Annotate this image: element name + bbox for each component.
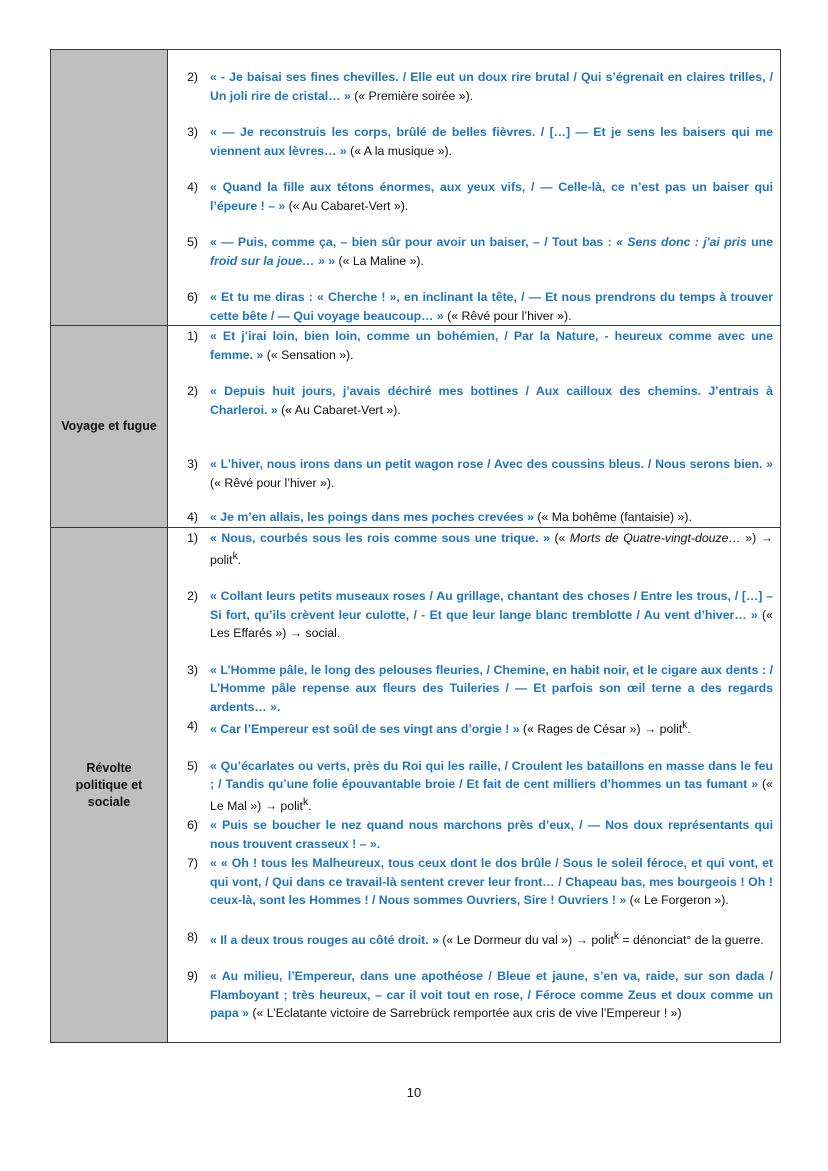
item-number: 8) — [187, 929, 198, 944]
item-number: 5) — [187, 235, 198, 249]
superscript: k — [232, 550, 238, 562]
list-item — [168, 382, 773, 419]
table-row — [51, 50, 781, 326]
list-item — [168, 661, 773, 717]
source-text: (« Au Cabaret-Vert »). — [285, 198, 409, 213]
category-cell — [51, 50, 168, 326]
quote-text: « Quand la fille aux tétons énormes, aux yeux vifs, / — Celle-là, ce n’est pas un baiser qui l’épeure ! – » — [210, 180, 773, 213]
quote-text: « Il a deux trous rouges au côté droit. » — [210, 932, 439, 947]
source-text: (« Les Effarés ») → social. — [210, 607, 773, 641]
item-number: 4) — [187, 510, 198, 524]
source-text: . — [308, 798, 312, 813]
quote-text: « Nous, courbés sous les rois comme sous une trique. » — [210, 531, 550, 545]
quote-text: « Et tu me diras : « Cherche ! », en inclinant la tête, / — Et nous prendrons du temps à trouver cette bête / — Qui voyage beaucoup… » — [210, 290, 773, 323]
list-item — [168, 816, 773, 853]
item-number: 3) — [187, 457, 198, 471]
quote-text: « - Je baisai ses fines chevilles. / Elle eut un doux rire brutal / Qui s’égrenait en claires trilles, / Un joli rire de cristal… » — [210, 70, 773, 103]
category-cell — [51, 528, 168, 1043]
quote-text: « Au milieu, l’Empereur, dans une apothéose / Bleue et jaune, s’en va, raide, sur son dada / Flamboyant ; très heureux, – car il voit tout en rose, / Féroce comme Zeus et doux comme un papa » — [210, 969, 773, 1021]
item-number: 4) — [187, 180, 198, 194]
list-item — [168, 928, 773, 950]
quote-text: « Qu’écarlates ou verts, près du Roi qui les raille, / Croulent les bataillons en masse dans le feu ; / Tandis qu’une folie épouvantable broie / Et fait de cent milliers d’hommes un tas fumant » — [210, 758, 773, 792]
source-text: = dénonciat° de la guerre. — [619, 932, 764, 947]
source-text: (« Le Dormeur du val ») → polit — [438, 932, 614, 947]
item-number: 1) — [187, 531, 198, 545]
quote-text: « Car l’Empereur est soûl de ses vingt ans d’orgie ! » — [210, 722, 520, 737]
quote-text: « — Puis, comme ça, – bien sûr pour avoir un baiser, – / Tout bas : — [210, 235, 617, 249]
superscript: k — [613, 930, 620, 942]
page-number: 10 — [406, 1085, 422, 1100]
item-number: 6) — [187, 818, 198, 833]
source-text: (« La Maline »). — [335, 253, 424, 268]
source-text: (« Rêvé pour l’hiver »). — [210, 475, 335, 490]
quote-text: « Puis se boucher le nez quand nous marchons près d’eux, / — Nos doux représentants qui nous trouvent crasseux ! – ». — [210, 818, 773, 851]
source-text: (« Le Mal ») → polit — [210, 777, 773, 813]
quote-italic-text: « Sens donc : j'ai pris — [616, 235, 747, 249]
item-number: 2) — [187, 384, 198, 398]
list-item — [168, 233, 773, 270]
category-label: Révolte politique et sociale — [75, 760, 143, 809]
source-text: . — [237, 552, 242, 567]
source-text: . — [687, 722, 691, 737]
superscript: k — [682, 720, 688, 732]
category-label: Voyage et fugue — [61, 419, 157, 433]
source-text: ») → polit — [210, 531, 773, 567]
item-number: 1) — [187, 329, 198, 343]
item-number: 2) — [187, 589, 198, 604]
list-item — [168, 529, 773, 569]
category-cell — [51, 326, 168, 528]
quote-text: « — Je reconstruis les corps, brûlé de belles fièvres. / […] — Et je sens les baisers qui me viennent aux lèvres… » — [210, 125, 773, 158]
source-text: (« Première soirée »). — [350, 88, 474, 103]
quote-text: une — [746, 235, 773, 249]
items-cell — [168, 50, 781, 326]
list-item — [168, 123, 773, 160]
list-item — [168, 327, 773, 364]
quote-text: « L’hiver, nous irons dans un petit wagon rose / Avec des coussins bleus. / Nous serons bien. » — [210, 457, 773, 471]
item-number: 9) — [187, 969, 198, 984]
source-text: (« Rêvé pour l’hiver »). — [443, 308, 572, 323]
items-cell — [168, 528, 781, 1043]
items-cell — [168, 326, 781, 528]
item-number: 7) — [187, 856, 198, 871]
item-number: 3) — [187, 662, 198, 677]
source-text: (« — [549, 531, 570, 545]
item-number: 2) — [187, 70, 198, 84]
quote-text: « Je m’en allais, les poings dans mes poches crevées » — [210, 510, 534, 524]
source-text: (« Ma bohême (fantaisie) »). — [533, 510, 692, 524]
list-item — [168, 178, 773, 215]
quote-italic-text: froid sur la joue… » — [210, 253, 325, 268]
list-item — [168, 455, 773, 492]
source-text: (« Au Cabaret-Vert »). — [277, 402, 401, 417]
table-row — [51, 326, 781, 528]
list-item — [168, 757, 773, 816]
list-item — [168, 967, 773, 1023]
list-item — [168, 587, 773, 643]
item-number: 4) — [187, 719, 198, 734]
source-text: (« Rages de César ») → polit — [519, 722, 683, 737]
item-number: 6) — [187, 290, 198, 304]
source-text: (« Le Forgeron »). — [626, 893, 729, 908]
quote-text: » — [324, 253, 336, 268]
item-number: 3) — [187, 125, 198, 139]
list-item — [168, 508, 773, 527]
quote-text: « Collant leurs petits museaux roses / Au grillage, chantant des choses / Entre les trous, / […] – Si fort, qu’ils crèvent leur culotte, / - Et que leur lange blanc tremblotte / Au vent d’hiver… » — [210, 589, 773, 622]
superscript: k — [302, 796, 309, 808]
quote-text: « Et j’irai loin, bien loin, comme un bohémien, / Par la Nature, - heureux comme avec une femme. » — [210, 329, 773, 362]
list-item — [168, 288, 773, 325]
item-number: 5) — [187, 758, 198, 773]
quote-text: « L’Homme pâle, le long des pelouses fleuries, / Chemine, en habit noir, et le cigare aux dents : / L’Homme pâle repense aux fleurs des Tuileries / — Et parfois son œil terne a des regards ardents… ». — [210, 662, 773, 714]
content-table — [50, 49, 781, 1043]
source-text: (« Sensation »). — [263, 347, 354, 362]
list-item — [168, 68, 773, 105]
quote-text: « « Oh ! tous les Malheureux, tous ceux dont le dos brûle / Sous le soleil féroce, et qui vont, et qui vont, / Qui dans ce travail-là sentent crever leur front… / Chapeau bas, mes bourgeois ! Oh ! ceux-là, sont les Hommes ! / Nous sommes Ouvriers, Sire ! Ouvriers ! » — [210, 856, 773, 908]
table-row — [51, 528, 781, 1043]
list-item — [168, 854, 773, 910]
list-item — [168, 717, 773, 739]
source-italic-text: Morts de Quatre-vingt-douze… — [569, 531, 741, 545]
quote-text: « Depuis huit jours, j’avais déchiré mes bottines / Aux cailloux des chemins. J’entrais à Charleroi. » — [210, 384, 773, 417]
source-text: (« L’Eclatante victoire de Sarrebrück remportée aux cris de vive l’Empereur ! ») — [248, 1006, 682, 1021]
source-text: (« A la musique »). — [346, 143, 452, 158]
